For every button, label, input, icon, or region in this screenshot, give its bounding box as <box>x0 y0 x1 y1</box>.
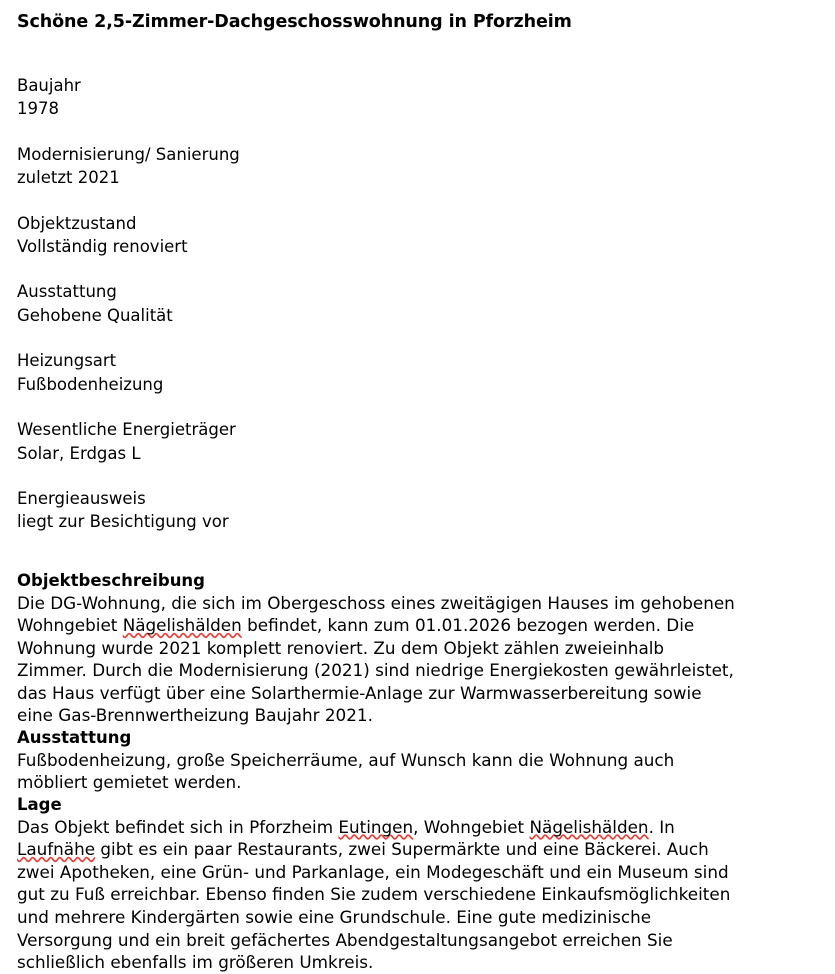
fact-label: Modernisierung/ Sanierung <box>17 144 240 164</box>
text-line: Wohnung wurde 2021 komplett renoviert. Zu dem Objekt zählen zweieinhalb <box>17 637 665 658</box>
fact-value: zuletzt 2021 <box>17 168 120 188</box>
section-heading: Ausstattung <box>17 728 132 748</box>
text-line: Die DG-Wohnung, die sich im Obergeschoss eines zweitägigen Hauses im gehobenen <box>17 592 735 613</box>
page-title: Schöne 2,5-Zimmer-Dachgeschosswohnung in Pforzheim <box>17 12 572 32</box>
fact-item <box>17 418 821 465</box>
fact-label: Wesentliche Energieträger <box>17 420 236 440</box>
section-body <box>17 816 821 974</box>
text-line: und mehrere Kindergärten sowie eine Grundschule. Eine gute medizinische <box>17 907 652 928</box>
section-body <box>17 592 821 727</box>
fact-value: Gehobene Qualität <box>17 305 173 325</box>
fact-item <box>17 487 821 534</box>
section-lage <box>17 794 821 974</box>
fact-item <box>17 143 821 190</box>
fact-label: Baujahr <box>17 75 81 95</box>
fact-label: Heizungsart <box>17 351 117 371</box>
text-line: Das Objekt befindet sich in Pforzheim Eutingen, Wohngebiet Nägelishälden. In <box>17 816 675 837</box>
property-facts-list <box>17 74 821 534</box>
section-heading: Objektbeschreibung <box>17 570 205 590</box>
section-objektbeschreibung <box>17 570 821 727</box>
text-line: Zimmer. Durch die Modernisierung (2021) sind niedrige Energiekosten gewährleistet, <box>17 660 734 681</box>
section-body <box>17 749 821 794</box>
section-heading: Lage <box>17 794 62 814</box>
text-line: zwei Apotheken, eine Grün- und Parkanlage, ein Modegeschäft und ein Museum sind <box>17 861 729 882</box>
fact-item <box>17 280 821 327</box>
fact-label: Objektzustand <box>17 213 137 233</box>
text-line: möbliert gemietet werden. <box>17 772 242 793</box>
fact-label: Ausstattung <box>17 282 117 302</box>
text-line: Laufnähe gibt es ein paar Restaurants, zwei Supermärkte und eine Bäckerei. Auch <box>17 839 709 860</box>
fact-value: liegt zur Besichtigung vor <box>17 512 229 532</box>
fact-item <box>17 349 821 396</box>
text-line: Wohngebiet Nägelishälden befindet, kann zum 01.01.2026 bezogen werden. Die <box>17 615 695 636</box>
fact-item <box>17 212 821 259</box>
misspelled-word: Nägelishälden <box>529 816 649 837</box>
fact-label: Energieausweis <box>17 488 146 508</box>
fact-value: Fußbodenheizung <box>17 374 164 394</box>
text-line: Versorgung und ein breit gefächertes Abendgestaltungsangebot erreichen Sie <box>17 929 673 950</box>
text-line: Fußbodenheizung, große Speicherräume, auf Wunsch kann die Wohnung auch <box>17 749 675 770</box>
misspelled-word: Laufnähe <box>17 839 96 860</box>
misspelled-word: Nägelishälden <box>122 615 242 636</box>
fact-value: Vollständig renoviert <box>17 236 188 256</box>
section-ausstattung <box>17 727 821 794</box>
fact-value: 1978 <box>17 99 59 119</box>
misspelled-word: Eutingen <box>338 816 414 837</box>
description-sections <box>17 570 821 974</box>
text-line: eine Gas-Brennwertheizung Baujahr 2021. <box>17 705 373 726</box>
fact-item <box>17 74 821 121</box>
fact-value: Solar, Erdgas L <box>17 443 141 463</box>
text-line: schließlich ebenfalls im größeren Umkreis. <box>17 952 374 973</box>
text-line: das Haus verfügt über eine Solarthermie-Anlage zur Warmwasserbereitung sowie <box>17 682 702 703</box>
text-line: gut zu Fuß erreichbar. Ebenso finden Sie zudem verschiedene Einkaufsmöglichkeiten <box>17 884 731 905</box>
